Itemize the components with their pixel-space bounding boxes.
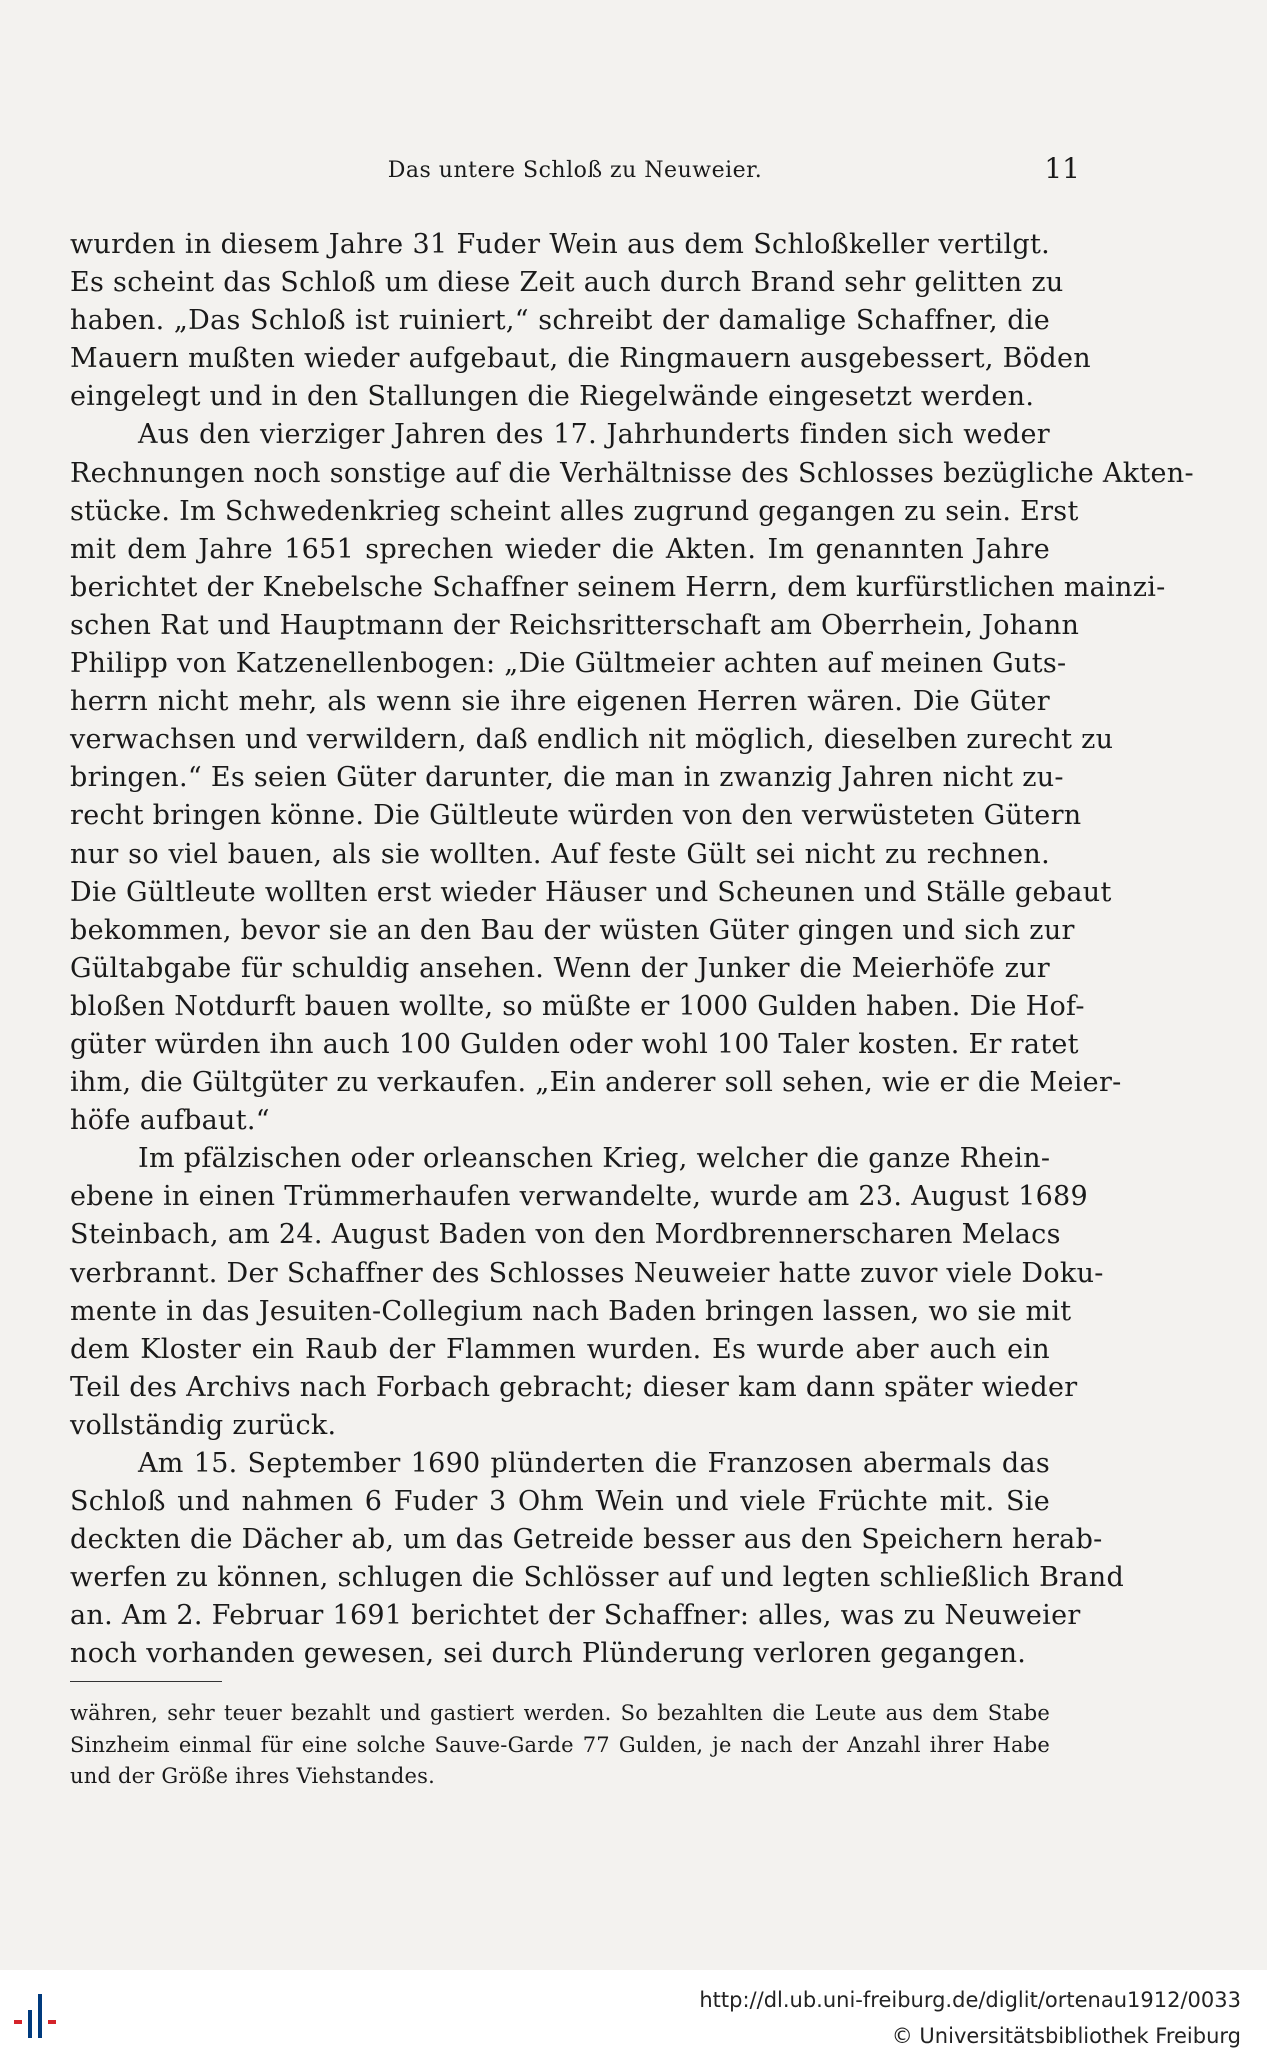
text-line: Rechnungen noch sonstige auf die Verhältnisse des Schlosses bezügliche Akten-: [70, 457, 1194, 489]
text-line: vollständig zurück.: [70, 1409, 337, 1441]
text-line: berichtet der Knebelsche Schaffner seinem Herrn, dem kurfürstlichen mainzi-: [70, 571, 1166, 603]
footnotes: [70, 1698, 1050, 1793]
text-line: noch vorhanden gewesen, sei durch Plünderung verloren gegangen.: [70, 1638, 1027, 1670]
text-line: Teil des Archivs nach Forbach gebracht; dieser kam dann später wieder: [70, 1371, 1078, 1403]
text-line: ebene in einen Trümmerhaufen verwandelte, wurde am 23. August 1689: [70, 1181, 1089, 1213]
text-line: verwachsen und verwildern, daß endlich nit möglich, dieselben zurecht zu: [70, 724, 1114, 756]
body-text: [70, 226, 1194, 1674]
text-line: Gültabgabe für schuldig ansehen. Wenn der Junker die Meierhöfe zur: [70, 952, 1050, 984]
text-line: herrn nicht mehr, als wenn sie ihre eigenen Herren wären. Die Güter: [70, 686, 1050, 718]
text-line: mente in das Jesuiten-Collegium nach Baden bringen lassen, wo sie mit: [70, 1295, 1072, 1327]
text-line: an. Am 2. Februar 1691 berichtet der Schaffner: alles, was zu Neuweier: [70, 1600, 1081, 1632]
text-line: wurden in diesem Jahre 31 Fuder Wein aus dem Schloßkeller vertilgt.: [70, 229, 1050, 260]
text-line: nur so viel bauen, als sie wollten. Auf feste Gült sei nicht zu rechnen.: [70, 838, 1050, 870]
footnote-line: währen, sehr teuer bezahlt und gastiert werden. So bezahlten die Leute aus dem Stabe: [70, 1701, 1050, 1725]
text-line: schen Rat und Hauptmann der Reichsritterschaft am Oberrhein, Johann: [70, 609, 1080, 641]
text-line: güter würden ihn auch 100 Gulden oder wohl 100 Taler kosten. Er ratet: [70, 1028, 1079, 1060]
text-line: Es scheint das Schloß um diese Zeit auch durch Brand sehr gelitten zu: [70, 267, 1064, 299]
text-line: mit dem Jahre 1651 sprechen wieder die Akten. Im genannten Jahre: [70, 533, 1050, 565]
footnote-divider: [70, 1681, 222, 1682]
text-line: haben. „Das Schloß ist ruiniert,“ schreibt der damalige Schaffner, die: [70, 305, 1050, 337]
text-line: stücke. Im Schwedenkrieg scheint alles zugrund gegangen zu sein. Erst: [70, 495, 1079, 527]
text-line: Schloß und nahmen 6 Fuder 3 Ohm Wein und viele Früchte mit. Sie: [70, 1486, 1050, 1518]
text-line: bringen.“ Es seien Güter darunter, die man in zwanzig Jahren nicht zu-: [70, 762, 1064, 794]
text-line: dem Kloster ein Raub der Flammen wurden. Es wurde aber auch ein: [70, 1333, 1050, 1365]
text-line: ihm, die Gültgüter zu verkaufen. „Ein anderer soll sehen, wie er die Meier-: [70, 1067, 1122, 1099]
text-line: werfen zu können, schlugen die Schlösser auf und legten schließlich Brand: [70, 1562, 1125, 1594]
logo-graphic: [8, 1980, 78, 2050]
running-title: Das untere Schloß zu Neuweier.: [387, 158, 763, 183]
text-line: Am 15. September 1690 plünderten die Franzosen abermals das: [138, 1448, 1050, 1479]
footnote-line: und der Größe ihres Viehstandes.: [70, 1764, 435, 1788]
running-head: [70, 152, 1080, 192]
text-line: bekommen, bevor sie an den Bau der wüsten Güter gingen und sich zur: [70, 914, 1075, 946]
text-line: bloßen Notdurft bauen wollte, so müßte er 1000 Gulden haben. Die Hof-: [70, 990, 1085, 1022]
text-line: Mauern mußten wieder aufgebaut, die Ringmauern ausgebessert, Böden: [70, 343, 1091, 375]
text-line: Die Gültleute wollten erst wieder Häuser und Scheunen und Ställe gebaut: [70, 876, 1112, 908]
footnote-line: Sinzheim einmal für eine solche Sauve-Garde 77 Gulden, je nach der Anzahl ihrer Habe: [70, 1732, 1050, 1757]
text-line: deckten die Dächer ab, um das Getreide besser aus den Speichern herab-: [70, 1524, 1103, 1556]
copyright-notice: © Universitätsbibliothek Freiburg: [891, 2024, 1241, 2048]
text-line: eingelegt und in den Stallungen die Riegelwände eingesetzt werden.: [70, 381, 1035, 413]
text-line: höfe aufbaut.“: [70, 1105, 270, 1137]
text-line: verbrannt. Der Schaffner des Schlosses Neuweier hatte zuvor viele Doku-: [70, 1257, 1104, 1289]
ub-freiburg-logo-icon[interactable]: [8, 1980, 78, 2050]
permalink-url[interactable]: http://dl.ub.uni-freiburg.de/diglit/ortenau1912/0033: [699, 1988, 1241, 2012]
viewer-footer: [0, 1970, 1267, 2061]
page-number: 11: [1044, 152, 1080, 185]
text-line: Philipp von Katzenellenbogen: „Die Gültmeier achten auf meinen Guts-: [70, 648, 1067, 680]
text-line: Steinbach, am 24. August Baden von den Mordbrennerscharen Melacs: [70, 1219, 1061, 1251]
text-line: Aus den vierziger Jahren des 17. Jahrhunderts finden sich weder: [138, 419, 1050, 451]
text-line: recht bringen könne. Die Gültleute würden von den verwüsteten Gütern: [70, 800, 1082, 832]
text-line: Im pfälzischen oder orleanschen Krieg, welcher die ganze Rhein-: [138, 1143, 1051, 1175]
